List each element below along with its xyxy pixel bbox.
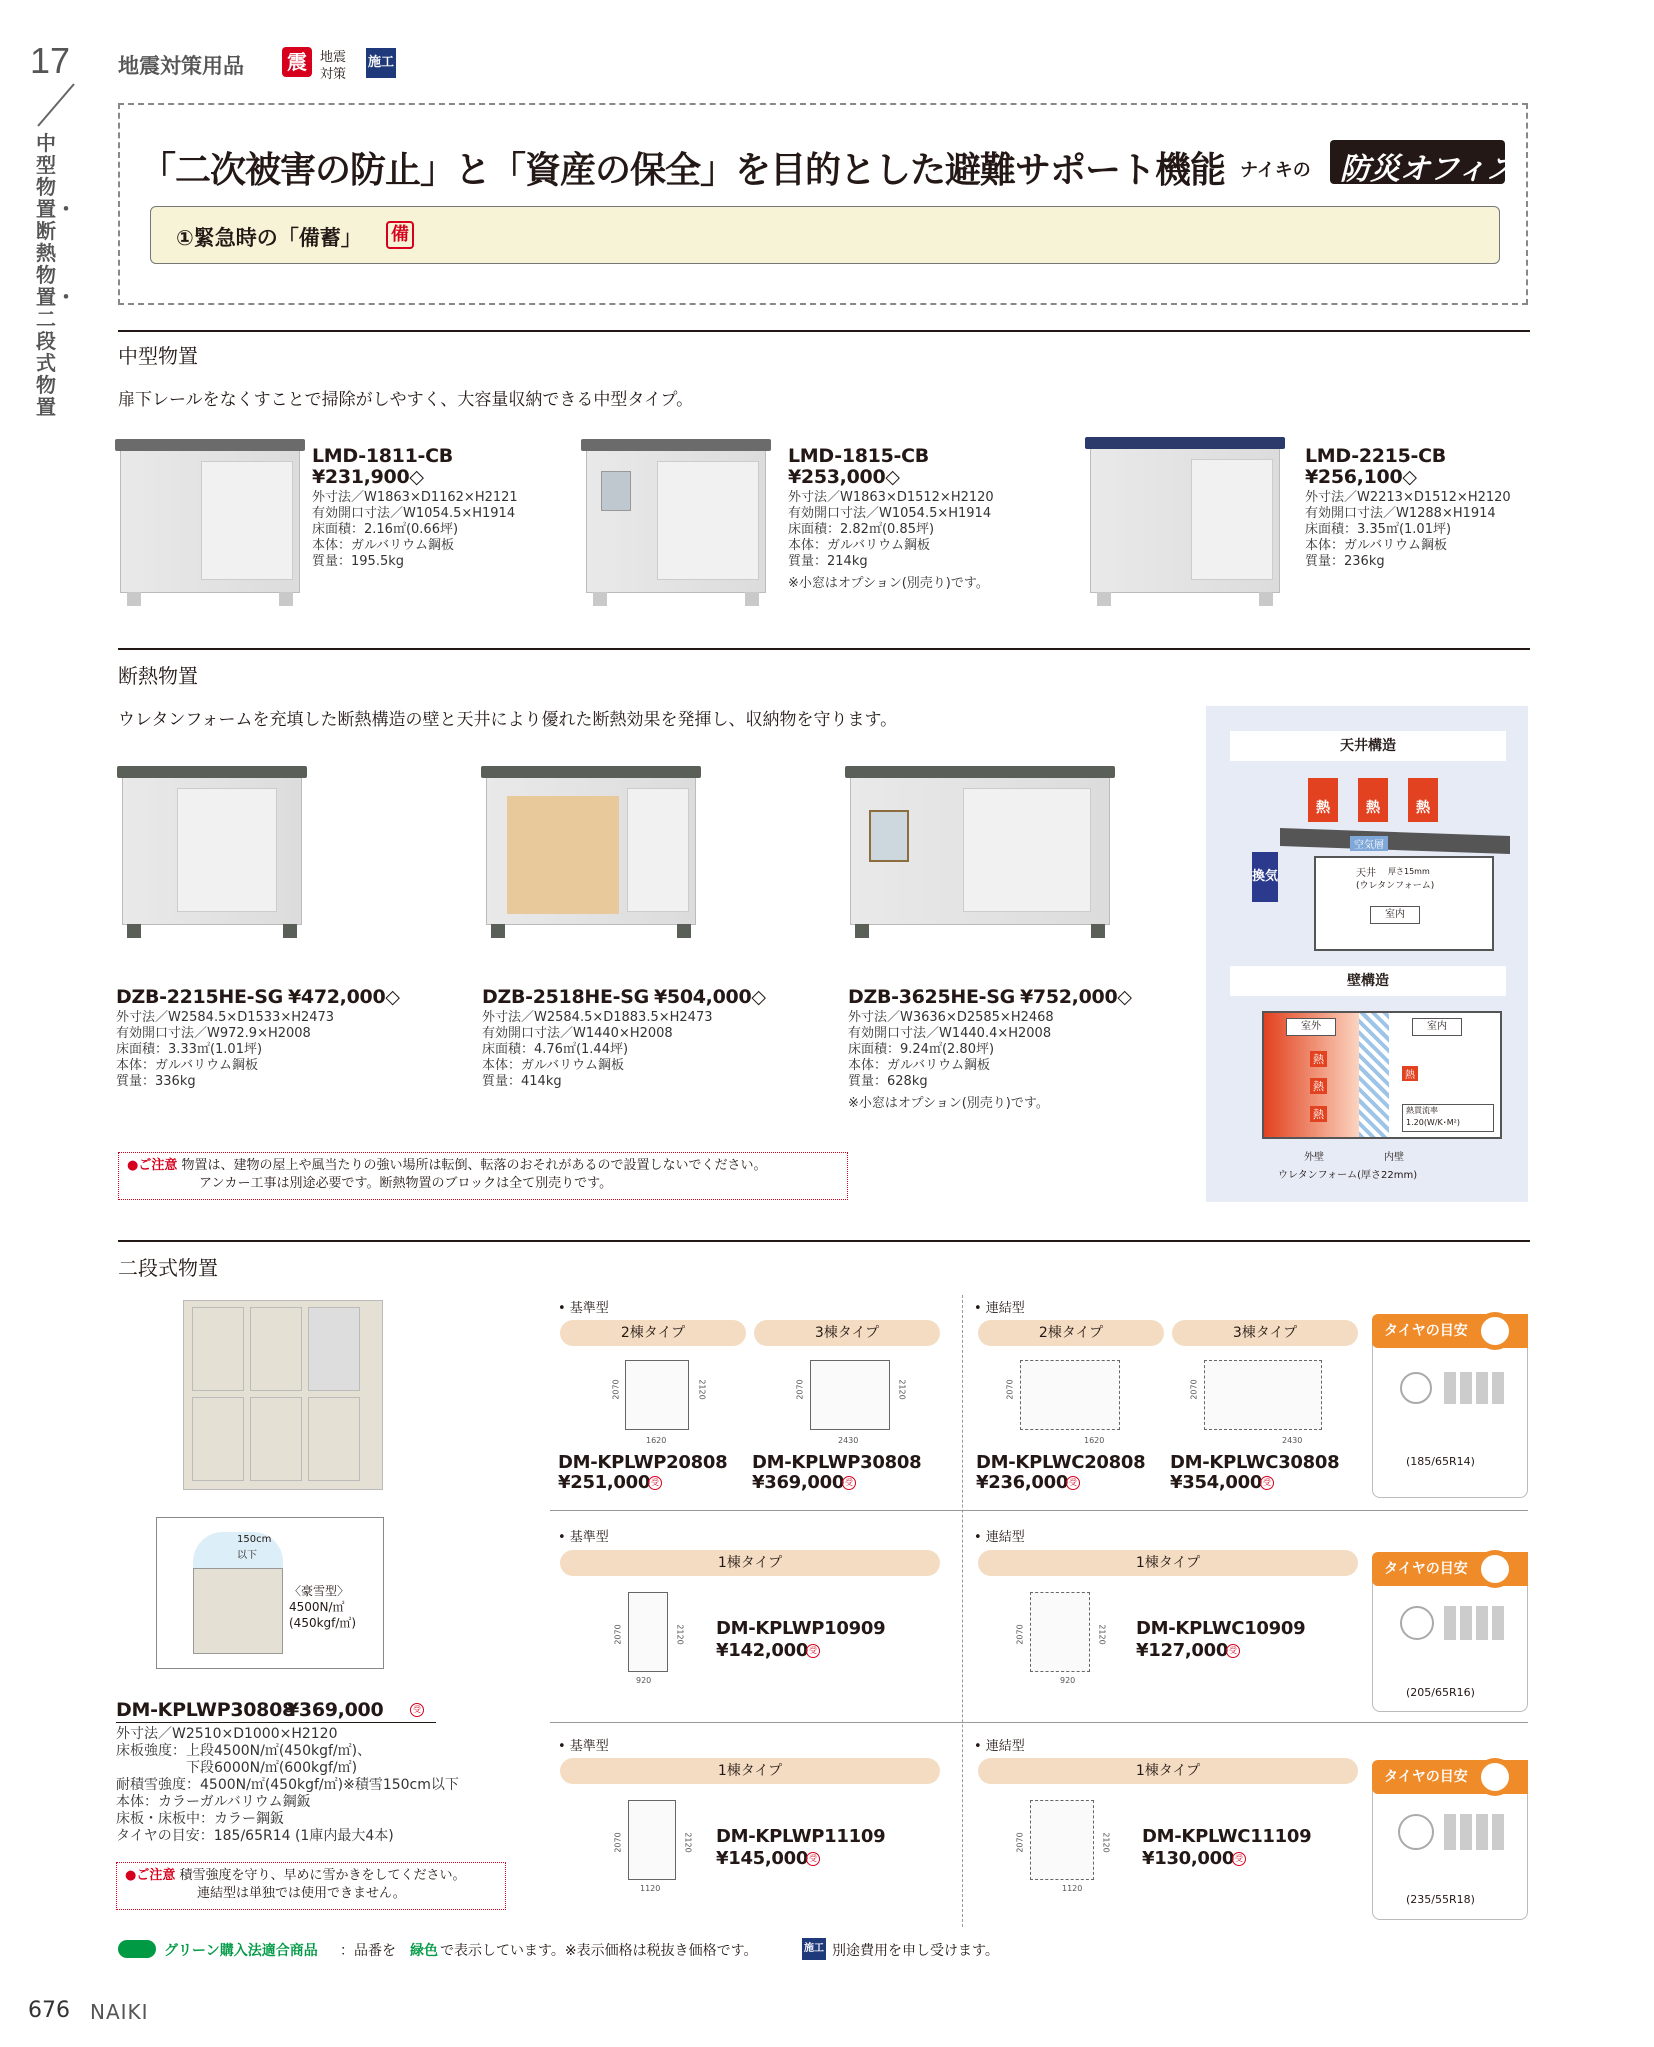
dim-label: 2070 [613, 1624, 623, 1645]
green-word: 緑色 [410, 1943, 438, 1959]
product-model: LMD-1811-CB [312, 445, 453, 467]
chapter-slash [30, 80, 80, 130]
tire-badge: タイヤの目安 [1372, 1760, 1528, 1794]
heat-arrow: 熱 [1408, 778, 1438, 822]
uke-mark: 受 [1066, 1476, 1080, 1490]
green-label: グリーン購入法適合商品 [164, 1943, 318, 1959]
spec-line: 本体：ガルバリウム鋼板 [116, 1058, 258, 1073]
spec-line: 床面積：2.82㎡(0.85坪) [788, 522, 935, 537]
dim-label: 1620 [1084, 1436, 1105, 1445]
product-price: ¥472,000◇ [288, 986, 400, 1008]
urethane-label: ウレタンフォーム(厚さ22mm) [1278, 1170, 1418, 1181]
section-divider [118, 1240, 1530, 1242]
spec-line: 質量：214kg [788, 554, 868, 569]
product-price: ¥253,000◇ [788, 466, 900, 488]
brand-prefix: ナイキの [1240, 160, 1311, 181]
spec-line: 本体：ガルバリウム鋼板 [312, 538, 454, 553]
caution-box [116, 1862, 506, 1910]
product-model: LMD-1815-CB [788, 445, 929, 467]
section-divider [118, 648, 1530, 650]
dim-label: 2120 [1097, 1624, 1107, 1645]
spec-line: 本体：ガルバリウム鋼板 [848, 1058, 990, 1073]
uke-mark: 受 [806, 1852, 820, 1866]
product-price: ¥504,000◇ [654, 986, 766, 1008]
spec-line: 外寸法／W1863×D1162×H2121 [312, 490, 518, 505]
dim-label: 2070 [613, 1832, 623, 1853]
spec-line: 質量：414kg [482, 1074, 562, 1089]
type-pill: 1棟タイプ [560, 1550, 940, 1576]
snow-limit: 150cm [237, 1534, 272, 1545]
outdoor-label: 室外 [1286, 1018, 1336, 1036]
shed-image [122, 775, 302, 925]
product-price: ¥369,000 [752, 1472, 845, 1493]
standard-type-label: • 基準型 [558, 1530, 609, 1545]
product-price: ¥354,000 [1170, 1472, 1263, 1493]
product-model: DM-KPLWC20808 [976, 1452, 1146, 1473]
product-model: DM-KPLWP10909 [716, 1618, 886, 1639]
shed-image [1090, 446, 1280, 593]
green-text: ：品番を [340, 1943, 396, 1959]
snow-load-sub: (450kgf/㎡) [289, 1616, 357, 1630]
shed-image [586, 448, 766, 593]
two-stage-shed-image [183, 1300, 383, 1490]
tire-icon [1476, 1550, 1514, 1588]
caution-text: 物置は、建物の屋上や風当たりの強い場所は転倒、転落のおそれがあるので設置しないでください。 [181, 1158, 767, 1173]
tire-size: (185/65R14) [1406, 1455, 1475, 1468]
air-layer-label: 空気層 [1350, 836, 1388, 851]
wall-indoor-label: 室内 [1412, 1018, 1462, 1036]
dimension-drawing [810, 1360, 890, 1430]
section-title-two-stage: 二段式物置 [118, 1256, 218, 1280]
product-model: DM-KPLWP30808 [752, 1452, 922, 1473]
tire-icon [1476, 1758, 1514, 1796]
inner-wall-label: 内壁 [1384, 1152, 1404, 1163]
spec-note: ※小窓はオプション(別売り)です。 [788, 576, 989, 591]
product-model: DZB-3625HE-SG [848, 986, 1015, 1008]
stock-badge: 備 [386, 221, 414, 249]
quake-label-1: 地震 [320, 50, 347, 65]
page-number: 676 [28, 1998, 70, 2023]
vent-badge: 換気 [1252, 852, 1278, 902]
tire-image [1400, 1606, 1434, 1640]
coef-value: 1.20(W/K･M²) [1406, 1118, 1461, 1127]
caution-text: 積雪強度を守り、早めに雪かきをしてください。 [179, 1868, 466, 1883]
dim-label: 2430 [838, 1436, 859, 1445]
banner-sub-title: ①緊急時の「備蓄」 [176, 226, 362, 250]
dimension-drawing [628, 1800, 676, 1880]
standard-type-label: • 基準型 [558, 1301, 609, 1316]
tire-badge: タイヤの目安 [1372, 1314, 1528, 1348]
spec-line: 耐積雪強度：4500N/㎡(450kgf/㎡)※積雪150cm以下 [116, 1777, 459, 1793]
construction-badge: 施工 [366, 48, 396, 78]
tire-image [1444, 1372, 1504, 1404]
heat-label: 熱 [1310, 1078, 1327, 1094]
green-logo-icon [118, 1940, 156, 1958]
caution-label: ●ご注意 [127, 1158, 178, 1173]
spec-line: 有効開口寸法／W1440×H2008 [482, 1026, 673, 1041]
snow-load: 4500N/㎡ [289, 1600, 345, 1614]
heat-label: 熱 [1402, 1066, 1418, 1081]
spec-line: 床面積：9.24㎡(2.80坪) [848, 1042, 995, 1057]
uke-mark: 受 [842, 1476, 856, 1490]
spec-line: 本体：ガルバリウム鋼板 [788, 538, 930, 553]
ceiling-material: (ウレタンフォーム) [1356, 881, 1435, 891]
spec-line: 質量：236kg [1305, 554, 1385, 569]
shed-image [486, 775, 696, 925]
product-price: ¥130,000 [1142, 1848, 1235, 1869]
dimension-drawing [1030, 1592, 1090, 1672]
banner-box [118, 103, 1528, 305]
ceiling-roof [1280, 828, 1510, 854]
spec-line: 本体：ガルバリウム鋼板 [1305, 538, 1447, 553]
product-price: ¥369,000 [286, 1699, 384, 1721]
linked-type-label: • 連結型 [974, 1739, 1025, 1754]
caution-box [118, 1152, 848, 1200]
quake-label-2: 対策 [320, 67, 347, 82]
type-pill: 1棟タイプ [560, 1758, 940, 1784]
dim-label: 2120 [675, 1624, 685, 1645]
spec-line: 有効開口寸法／W1440.4×H2008 [848, 1026, 1052, 1041]
dimension-drawing [1204, 1360, 1322, 1430]
dimension-drawing [628, 1592, 668, 1672]
dim-label: 1120 [1062, 1884, 1083, 1893]
dim-label: 2070 [795, 1379, 805, 1400]
ceiling-thick: 厚さ15mm [1388, 867, 1430, 876]
tire-image [1444, 1606, 1504, 1640]
spec-line: 外寸法／W2584.5×D1883.5×H2473 [482, 1010, 713, 1025]
dim-label: 2120 [1101, 1832, 1111, 1853]
dim-label: 2120 [683, 1832, 693, 1853]
product-model: DM-KPLWP11109 [716, 1826, 886, 1847]
product-price: ¥127,000 [1136, 1640, 1229, 1661]
product-price: ¥236,000 [976, 1472, 1069, 1493]
spec-line: 床面積：3.35㎡(1.01坪) [1305, 522, 1452, 537]
insulation-diagram [1206, 706, 1528, 1202]
spec-line: 質量：628kg [848, 1074, 928, 1089]
standard-type-label: • 基準型 [558, 1739, 609, 1754]
product-price: ¥231,900◇ [312, 466, 424, 488]
spec-line: 本体：カラーガルバリウム鋼鈑 [116, 1794, 311, 1810]
spec-line: 有効開口寸法／W972.9×H2008 [116, 1026, 311, 1041]
spec-line: 有効開口寸法／W1054.5×H1914 [312, 506, 516, 521]
tire-image [1444, 1814, 1504, 1850]
spec-line: 質量：195.5kg [312, 554, 404, 569]
heat-arrow: 熱 [1358, 778, 1388, 822]
type-pill: 3棟タイプ [754, 1320, 940, 1346]
uke-mark: 受 [1232, 1852, 1246, 1866]
tire-image [1400, 1372, 1432, 1404]
product-price: ¥256,100◇ [1305, 466, 1417, 488]
spec-line: 下段6000N/㎡(600kgf/㎡) [116, 1760, 358, 1776]
type-pill: 1棟タイプ [978, 1550, 1358, 1576]
spec-line: 床面積：4.76㎡(1.44坪) [482, 1042, 629, 1057]
shed-image [850, 775, 1110, 925]
linked-type-label: • 連結型 [974, 1301, 1025, 1316]
spec-line: 本体：ガルバリウム鋼板 [482, 1058, 624, 1073]
dim-label: 2430 [1282, 1436, 1303, 1445]
construction-text: 別途費用を申し受けます。 [832, 1943, 999, 1959]
spec-line: 有効開口寸法／W1054.5×H1914 [788, 506, 992, 521]
product-model: DM-KPLWP20808 [558, 1452, 728, 1473]
tire-image [1398, 1814, 1434, 1850]
section-title-insulated: 断熱物置 [118, 664, 198, 688]
uke-mark: 受 [806, 1644, 820, 1658]
product-model: DM-KPLWC30808 [1170, 1452, 1340, 1473]
dim-label: 2070 [1015, 1832, 1025, 1853]
spec-line: 外寸法／W2584.5×D1533×H2473 [116, 1010, 335, 1025]
spec-line: 外寸法／W3636×D2585×H2468 [848, 1010, 1054, 1025]
chapter-number: 17 [30, 40, 71, 81]
spec-line: 床面積：3.33㎡(1.01坪) [116, 1042, 263, 1057]
dim-label: 2120 [897, 1379, 907, 1400]
uke-mark: 受 [1260, 1476, 1274, 1490]
heat-label: 熱 [1310, 1051, 1327, 1067]
product-price: ¥145,000 [716, 1848, 809, 1869]
spec-line: 床板・床板中：カラー鋼鈑 [116, 1811, 284, 1827]
tire-badge: タイヤの目安 [1372, 1552, 1528, 1586]
side-title: 中型物置・断熱物置・二段式物置 [36, 131, 76, 419]
spec-line: 外寸法／W2213×D1512×H2120 [1305, 490, 1511, 505]
dim-label: 2120 [697, 1379, 707, 1400]
product-model: DM-KPLWP30808 [116, 1699, 295, 1721]
green-text-2: で表示しています。※表示価格は税抜き価格です。 [440, 1943, 758, 1959]
caution-label: ●ご注意 [125, 1868, 176, 1883]
ceiling-title: 天井構造 [1230, 731, 1506, 761]
section-title-mid: 中型物置 [118, 344, 198, 368]
uke-mark: 受 [410, 1703, 424, 1717]
spec-line: 床板強度：上段4500N/㎡(450kgf/㎡)、 [116, 1743, 372, 1759]
coef-label: 熱貫流率 [1406, 1106, 1438, 1115]
spec-line: 有効開口寸法／W1288×H1914 [1305, 506, 1496, 521]
construction-badge: 施工 [802, 1938, 826, 1960]
uke-mark: 受 [648, 1476, 662, 1490]
tire-size: (235/55R18) [1406, 1893, 1475, 1906]
dim-label: 2070 [611, 1379, 621, 1400]
spec-line: 外寸法／W1863×D1512×H2120 [788, 490, 994, 505]
snow-diagram [156, 1517, 384, 1669]
brand-logo-text: 防災オフィス [1340, 152, 1517, 187]
dim-label: 920 [636, 1676, 652, 1685]
heat-arrow: 熱 [1308, 778, 1338, 822]
spec-line: 床面積：2.16㎡(0.66坪) [312, 522, 459, 537]
spec-note: ※小窓はオプション(別売り)です。 [848, 1096, 1049, 1111]
dimension-drawing [1020, 1360, 1120, 1430]
spec-line: タイヤの目安：185/65R14 (1庫内最大4本) [116, 1828, 394, 1844]
ceiling-label: 天井 [1356, 868, 1376, 879]
wall-title: 壁構造 [1230, 966, 1506, 996]
product-model: DZB-2518HE-SG [482, 986, 649, 1008]
outer-wall-label: 外壁 [1304, 1152, 1324, 1163]
product-price: ¥251,000 [558, 1472, 651, 1493]
spec-line: 質量：336kg [116, 1074, 196, 1089]
section-desc-insulated: ウレタンフォームを充填した断熱構造の壁と天井により優れた断熱効果を発揮し、収納物を守ります。 [118, 710, 898, 730]
product-model: DZB-2215HE-SG [116, 986, 283, 1008]
section-divider [118, 330, 1530, 332]
caution-text: 連結型は単独では使用できません。 [197, 1886, 406, 1901]
dimension-drawing [625, 1360, 689, 1430]
type-pill: 2棟タイプ [978, 1320, 1164, 1346]
category-title: 地震対策用品 [118, 54, 244, 78]
dim-label: 2070 [1005, 1379, 1015, 1400]
type-pill: 1棟タイプ [978, 1758, 1358, 1784]
type-pill: 3棟タイプ [1172, 1320, 1358, 1346]
snow-type: 〈豪雪型〉 [289, 1584, 350, 1598]
indoor-label: 室内 [1370, 906, 1420, 924]
linked-type-label: • 連結型 [974, 1530, 1025, 1545]
caution-text: アンカー工事は別途必要です。断熱物置のブロックは全て別売りです。 [199, 1176, 613, 1191]
snow-limit-sub: 以下 [237, 1550, 257, 1561]
product-model: DM-KPLWC11109 [1142, 1826, 1312, 1847]
tire-size: (205/65R16) [1406, 1686, 1475, 1699]
dim-label: 1120 [640, 1884, 661, 1893]
tire-icon [1476, 1312, 1514, 1350]
quake-badge: 震 [282, 47, 312, 77]
type-pill: 2棟タイプ [560, 1320, 746, 1346]
product-model: DM-KPLWC10909 [1136, 1618, 1306, 1639]
brand-logo [1330, 140, 1517, 187]
product-price: ¥142,000 [716, 1640, 809, 1661]
dimension-drawing [1030, 1800, 1094, 1880]
shed-image [120, 448, 300, 593]
dim-label: 2070 [1189, 1379, 1199, 1400]
product-price: ¥752,000◇ [1020, 986, 1132, 1008]
spec-line: 外寸法／W2510×D1000×H2120 [116, 1726, 338, 1742]
section-desc-mid: 扉下レールをなくすことで掃除がしやすく、大容量収納できる中型タイプ。 [118, 390, 694, 410]
product-model: LMD-2215-CB [1305, 445, 1446, 467]
dim-label: 1620 [646, 1436, 667, 1445]
brand-name: NAIKI [90, 2000, 149, 2024]
dim-label: 2070 [1015, 1624, 1025, 1645]
banner-headline: 「二次被害の防止」と「資産の保全」を目的とした避難サポート機能 [140, 150, 1226, 191]
heat-label: 熱 [1310, 1106, 1327, 1122]
uke-mark: 受 [1226, 1644, 1240, 1658]
dim-label: 920 [1060, 1676, 1076, 1685]
